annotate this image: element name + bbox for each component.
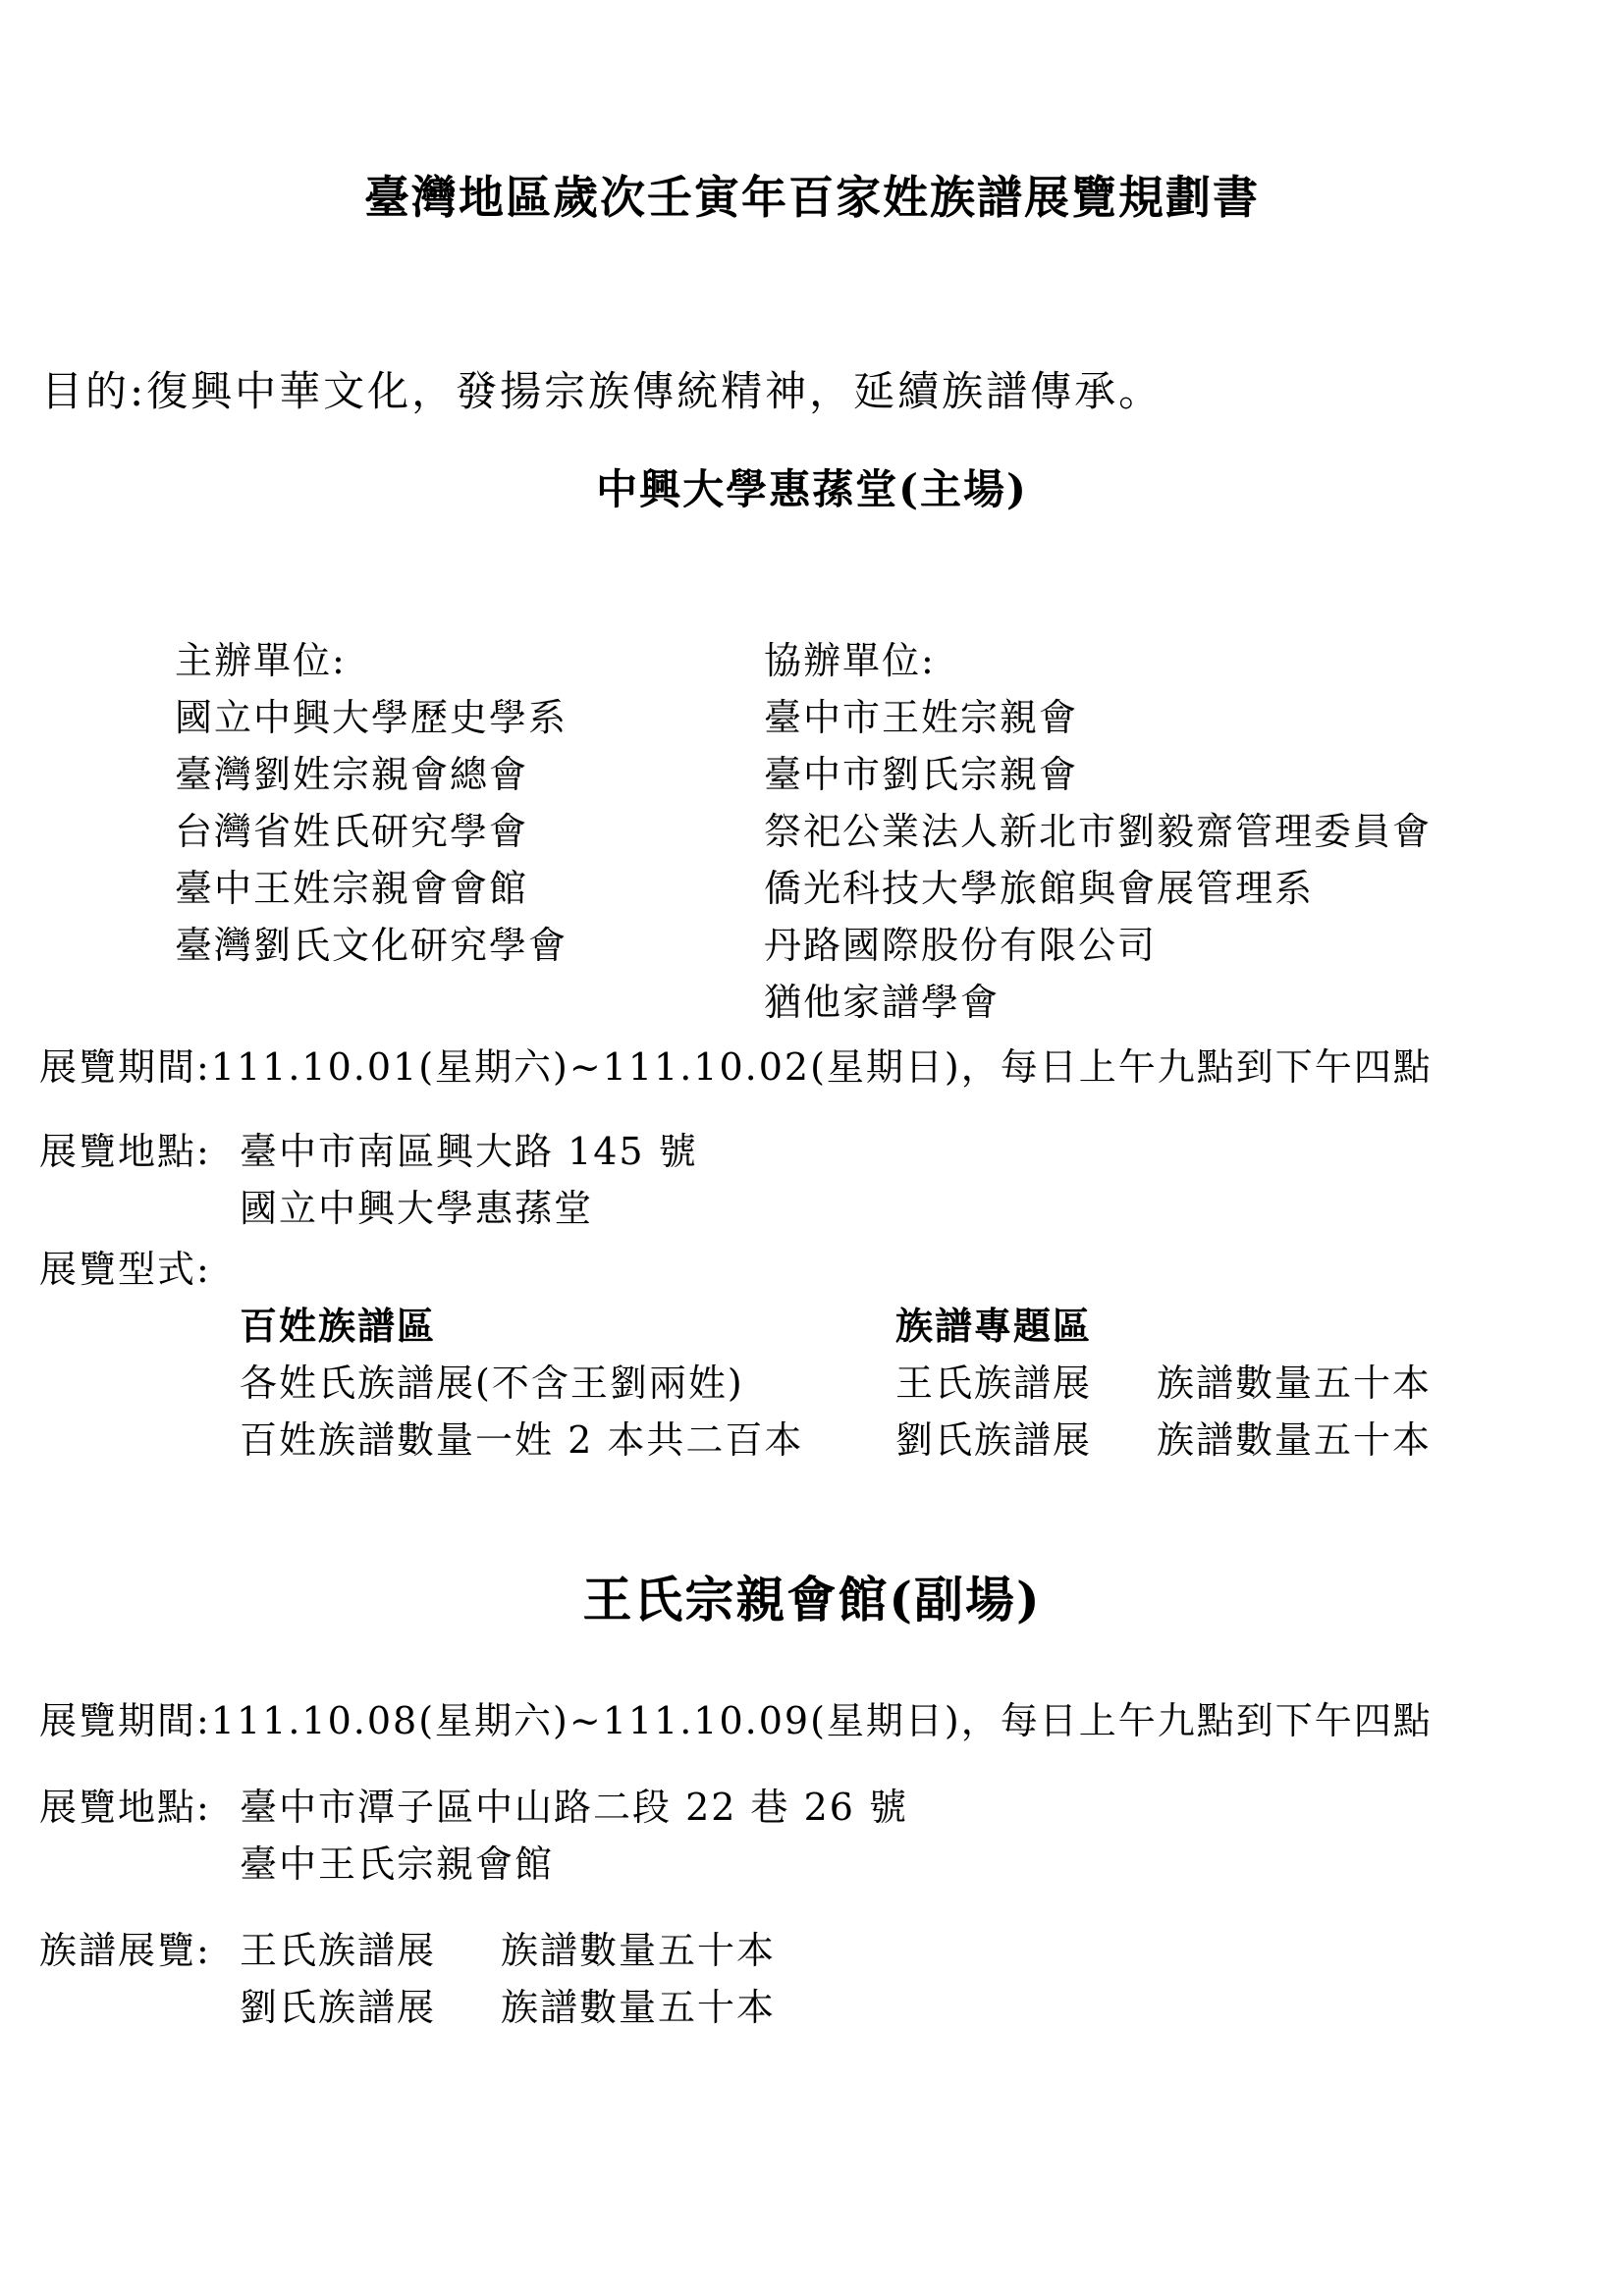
organizers-label: 主辦單位:: [175, 639, 347, 682]
organizer-item: 臺灣劉氏文化研究學會: [175, 924, 568, 967]
sub-period: 展覽期間:111.10.08(星期六)~111.10.09(星期日)，每日上午九點到下午四點: [39, 1699, 1433, 1742]
organizer-item: 國立中興大學歷史學系: [175, 696, 568, 739]
main-location-label: 展覽地點:: [39, 1130, 211, 1173]
main-location-name: 國立中興大學惠蓀堂: [240, 1187, 594, 1230]
zone-right-heading: 族譜專題區: [895, 1304, 1093, 1348]
zone-left-line: 百姓族譜數量一姓 2 本共二百本: [240, 1418, 804, 1462]
co-organizer-item: 僑光科技大學旅館與會展管理系: [764, 867, 1315, 910]
main-location-address: 臺中市南區興大路 145 號: [240, 1130, 698, 1173]
co-organizer-item: 臺中市劉氏宗親會: [764, 753, 1079, 796]
zone-right-count: 族譜數量五十本: [1157, 1418, 1433, 1462]
co-organizer-item: 祭祀公業法人新北市劉毅齋管理委員會: [764, 810, 1433, 853]
sub-exhibit-count: 族譜數量五十本: [501, 1929, 777, 1972]
co-organizer-item: 丹路國際股份有限公司: [764, 924, 1158, 967]
co-organizer-item: 臺中市王姓宗親會: [764, 696, 1079, 739]
co-organizer-item: 猶他家譜學會: [764, 981, 1001, 1024]
sub-exhibit-count: 族譜數量五十本: [501, 1986, 777, 2029]
sub-exhibit-name: 劉氏族譜展: [240, 1986, 437, 2029]
sub-exhibit-label: 族譜展覽:: [39, 1929, 211, 1972]
zone-left-heading: 百姓族譜區: [240, 1304, 437, 1348]
main-period: 展覽期間:111.10.01(星期六)~111.10.02(星期日)，每日上午九點到下午四點: [39, 1045, 1433, 1089]
zone-right-name: 王氏族譜展: [895, 1362, 1093, 1405]
zone-right-name: 劉氏族譜展: [895, 1418, 1093, 1462]
zone-left-line: 各姓氏族譜展(不含王劉兩姓): [240, 1362, 744, 1405]
organizer-item: 台灣省姓氏研究學會: [175, 810, 529, 853]
sub-exhibit-name: 王氏族譜展: [240, 1929, 437, 1972]
format-label: 展覽型式:: [39, 1248, 211, 1291]
sub-location-address: 臺中市潭子區中山路二段 22 巷 26 號: [240, 1786, 909, 1829]
document-title: 臺灣地區歲次壬寅年百家姓族譜展覽規劃書: [364, 171, 1260, 224]
organizer-item: 臺灣劉姓宗親會總會: [175, 753, 529, 796]
organizer-item: 臺中王姓宗親會會館: [175, 867, 529, 910]
main-venue-heading: 中興大學惠蓀堂(主場): [596, 465, 1028, 513]
zone-right-count: 族譜數量五十本: [1157, 1362, 1433, 1405]
sub-venue-heading: 王氏宗親會館(副場): [582, 1571, 1042, 1629]
purpose-line: 目的:復興中華文化，發揚宗族傳統精神，延續族譜傳承。: [41, 367, 1164, 415]
co-organizers-label: 協辦單位:: [764, 639, 936, 682]
sub-location-label: 展覽地點:: [39, 1786, 211, 1829]
sub-location-name: 臺中王氏宗親會館: [240, 1842, 555, 1886]
